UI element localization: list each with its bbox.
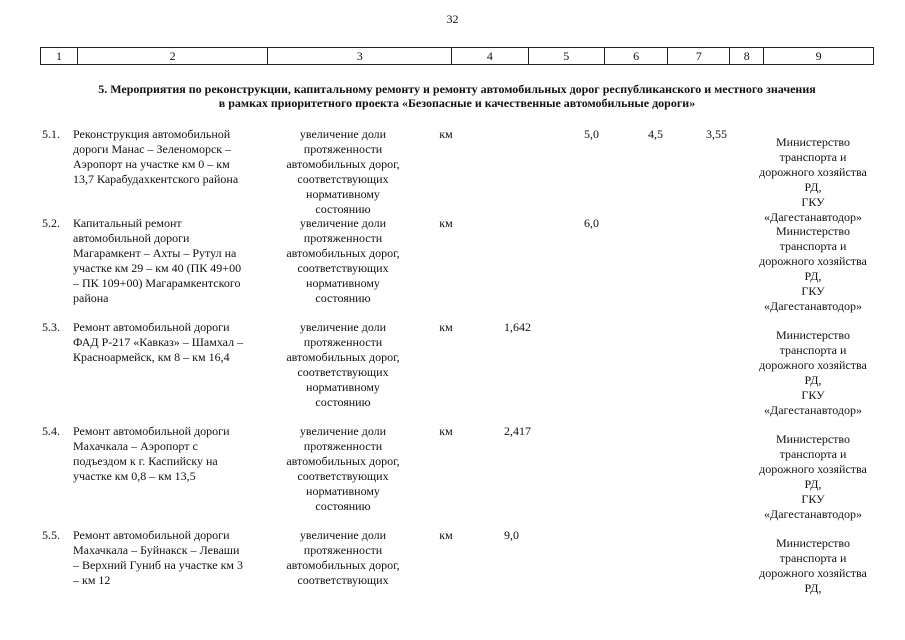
executor-line: ГКУ: [801, 195, 825, 209]
executor-line: ГКУ: [801, 284, 825, 298]
value-col-6: 6,0: [584, 216, 599, 230]
column-header-3: 3: [268, 48, 452, 64]
event-name-line: участке км 0,8 – км 13,5: [73, 469, 196, 483]
indicator-line: соответствующих: [297, 261, 389, 275]
executor-line: дорожного хозяйства: [759, 254, 867, 268]
event-name: [73, 320, 265, 365]
indicator-line: увеличение доли: [299, 127, 387, 141]
indicator-line: состоянию: [315, 291, 371, 305]
indicator-line: автомобильных дорог,: [286, 454, 400, 468]
column-header-row: [40, 47, 874, 65]
indicator-line: соответствующих: [297, 365, 389, 379]
indicator-line: автомобильных дорог,: [286, 350, 400, 364]
executor-line: дорожного хозяйства: [759, 358, 867, 372]
indicator-line: протяженности: [303, 543, 383, 557]
unit: км: [439, 528, 453, 542]
event-name: [73, 127, 265, 187]
event-name-line: района: [73, 291, 109, 305]
indicator-line: протяженности: [303, 439, 383, 453]
executor-line: транспорта и: [779, 447, 847, 461]
indicator: [268, 424, 418, 514]
section-title-line-2: в рамках приоритетного проекта «Безопасные и качественные автомобильные дороги»: [218, 96, 696, 110]
row-number: 5.5.: [42, 528, 60, 542]
indicator-line: состоянию: [315, 395, 371, 409]
event-name-line: Реконструкция автомобильной: [73, 127, 231, 141]
value-col-8: 3,55: [706, 127, 727, 141]
indicator-line: состоянию: [315, 499, 371, 513]
event-name-line: – км 12: [73, 573, 111, 587]
executor-line: РД,: [804, 269, 822, 283]
event-name-line: Капитальный ремонт: [73, 216, 182, 230]
column-header-1: 1: [41, 48, 78, 64]
event-name-line: Магарамкент – Ахты – Рутул на: [73, 246, 237, 260]
indicator: [268, 216, 418, 306]
unit: км: [439, 424, 453, 438]
executor-line: «Дагестанавтодор»: [764, 507, 862, 521]
event-name-line: Ремонт автомобильной дороги: [73, 320, 230, 334]
event-name-line: – ПК 109+00) Магарамкентского: [73, 276, 241, 290]
executor-line: транспорта и: [779, 239, 847, 253]
row-number: 5.4.: [42, 424, 60, 438]
executor-line: Министерство: [776, 328, 850, 342]
indicator: [268, 127, 418, 217]
column-header-4: 4: [452, 48, 529, 64]
row-number: 5.1.: [42, 127, 60, 141]
event-name-line: – Верхний Гуниб на участке км 3: [73, 558, 243, 572]
executor-line: дорожного хозяйства: [759, 165, 867, 179]
executor: [748, 135, 878, 225]
page-number: 32: [446, 12, 459, 26]
executor: [748, 432, 878, 522]
indicator: [268, 528, 418, 588]
executor-line: транспорта и: [779, 343, 847, 357]
column-header-6: 6: [605, 48, 669, 64]
event-name-line: Ремонт автомобильной дороги: [73, 424, 230, 438]
value-col-5: 9,0: [504, 528, 519, 542]
unit: км: [439, 127, 453, 141]
indicator-line: увеличение доли: [299, 424, 387, 438]
indicator-line: увеличение доли: [299, 528, 387, 542]
event-name: [73, 528, 265, 588]
indicator-line: протяженности: [303, 142, 383, 156]
event-name-line: автомобильной дороги: [73, 231, 190, 245]
executor-line: транспорта и: [779, 551, 847, 565]
executor: [748, 224, 878, 314]
executor-line: дорожного хозяйства: [759, 566, 867, 580]
indicator-line: соответствующих: [297, 573, 389, 587]
event-name-line: участке км 29 – км 40 (ПК 49+00: [73, 261, 242, 275]
column-header-8: 8: [730, 48, 764, 64]
indicator-line: увеличение доли: [299, 216, 387, 230]
executor-line: дорожного хозяйства: [759, 462, 867, 476]
column-header-9: 9: [815, 49, 822, 63]
value-col-6: 5,0: [584, 127, 599, 141]
indicator-line: протяженности: [303, 335, 383, 349]
section-title: [40, 82, 874, 110]
column-header-7: 7: [668, 48, 730, 64]
event-name-line: Махачкала – Буйнакск – Леваши: [73, 543, 240, 557]
indicator-line: нормативному: [306, 484, 380, 498]
executor-line: РД,: [804, 180, 822, 194]
event-name-line: Махачкала – Аэропорт с: [73, 439, 198, 453]
unit: км: [439, 216, 453, 230]
indicator-line: автомобильных дорог,: [286, 246, 400, 260]
event-name-line: Красноармейск, км 8 – км 16,4: [73, 350, 230, 364]
column-header-2: 2: [78, 48, 269, 64]
executor-line: «Дагестанавтодор»: [764, 210, 862, 224]
executor-line: «Дагестанавтодор»: [764, 403, 862, 417]
value-col-5: 1,642: [504, 320, 531, 334]
executor: [748, 328, 878, 418]
executor-line: транспорта и: [779, 150, 847, 164]
event-name-line: Аэропорт на участке км 0 – км: [73, 157, 230, 171]
executor-line: ГКУ: [801, 388, 825, 402]
indicator-line: соответствующих: [297, 469, 389, 483]
executor-line: Министерство: [776, 432, 850, 446]
indicator-line: нормативному: [306, 276, 380, 290]
row-number: 5.2.: [42, 216, 60, 230]
unit: км: [439, 320, 453, 334]
executor-line: «Дагестанавтодор»: [764, 299, 862, 313]
indicator-line: нормативному: [306, 187, 380, 201]
indicator-line: увеличение доли: [299, 320, 387, 334]
indicator-line: автомобильных дорог,: [286, 157, 400, 171]
row-number: 5.3.: [42, 320, 60, 334]
event-name: [73, 216, 265, 306]
executor: [748, 536, 878, 596]
value-col-5: 2,417: [504, 424, 531, 438]
executor-line: РД,: [804, 581, 822, 595]
event-name-line: дороги Манас – Зеленоморск –: [73, 142, 232, 156]
indicator: [268, 320, 418, 410]
value-col-7: 4,5: [648, 127, 663, 141]
indicator-line: автомобильных дорог,: [286, 558, 400, 572]
executor-line: ГКУ: [801, 492, 825, 506]
indicator-line: соответствующих: [297, 172, 389, 186]
event-name-line: подъездом к г. Каспийску на: [73, 454, 218, 468]
executor-line: РД,: [804, 373, 822, 387]
executor-line: Министерство: [776, 135, 850, 149]
event-name-line: ФАД Р-217 «Кавказ» – Шамхал –: [73, 335, 244, 349]
executor-line: Министерство: [776, 224, 850, 238]
executor-line: РД,: [804, 477, 822, 491]
event-name-line: 13,7 Карабудахкентского района: [73, 172, 239, 186]
indicator-line: протяженности: [303, 231, 383, 245]
indicator-line: нормативному: [306, 380, 380, 394]
event-name: [73, 424, 265, 484]
indicator-line: состоянию: [315, 202, 371, 216]
event-name-line: Ремонт автомобильной дороги: [73, 528, 230, 542]
column-header-5: 5: [529, 48, 605, 64]
section-title-line-1: 5. Мероприятия по реконструкции, капитальному ремонту и ремонту автомобильных дорог республиканского и местного значения: [98, 82, 816, 96]
executor-line: Министерство: [776, 536, 850, 550]
